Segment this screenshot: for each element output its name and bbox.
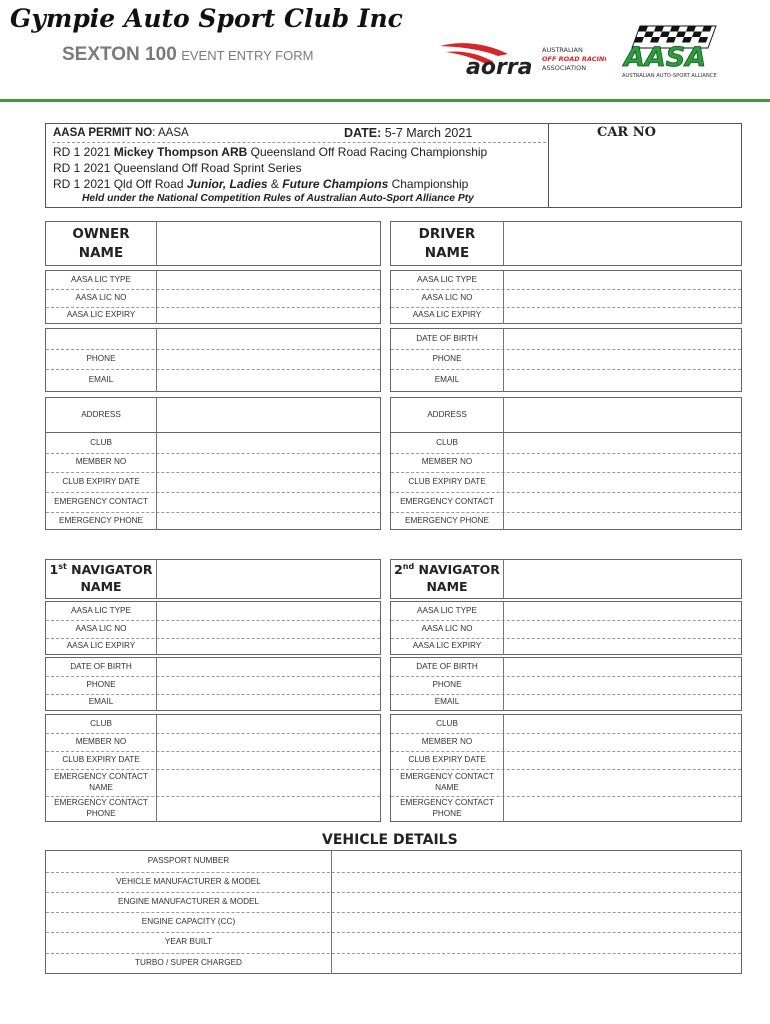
owner-lic-no-label: AASA LIC NO bbox=[46, 289, 157, 307]
owner-emergency-phone-label: EMERGENCY PHONE bbox=[46, 512, 157, 530]
round-line-1-pre: RD 1 2021 bbox=[53, 145, 114, 159]
nav2-club-expiry-field[interactable] bbox=[504, 751, 741, 769]
nav1-ec-phone-l2: PHONE bbox=[86, 809, 116, 818]
nav1-club-expiry-label: CLUB EXPIRY DATE bbox=[46, 751, 157, 769]
engine-manufacturer-label: ENGINE MANUFACTURER & MODEL bbox=[46, 892, 332, 912]
vehicle-passport-field[interactable] bbox=[332, 851, 741, 872]
owner-club-field[interactable] bbox=[157, 433, 380, 453]
driver-member-no-field[interactable] bbox=[504, 453, 741, 472]
nav1-member-no-label: MEMBER NO bbox=[46, 733, 157, 751]
header-divider bbox=[0, 99, 770, 102]
driver-emergency-contact-label: EMERGENCY CONTACT bbox=[391, 492, 504, 512]
nav1-sup: st bbox=[58, 562, 67, 572]
owner-phone-label: PHONE bbox=[46, 349, 157, 369]
owner-lic-type-label: AASA LIC TYPE bbox=[46, 271, 157, 289]
owner-email-label: EMAIL bbox=[46, 369, 157, 392]
nav1-name-block bbox=[45, 559, 381, 599]
nav1-ec-phone-label bbox=[46, 796, 157, 822]
nav2-lic-expiry-field[interactable] bbox=[504, 638, 741, 655]
driver-emergency-phone-label: EMERGENCY PHONE bbox=[391, 512, 504, 530]
nav1-ec-name-label bbox=[46, 769, 157, 796]
form-title bbox=[62, 44, 313, 66]
driver-emergency-phone-field[interactable] bbox=[504, 512, 741, 530]
nav2-lic-type-label: AASA LIC TYPE bbox=[391, 602, 504, 620]
nav1-num: 1 bbox=[49, 562, 59, 578]
driver-club-expiry-field[interactable] bbox=[504, 472, 741, 492]
driver-name-l2: NAME bbox=[424, 244, 470, 261]
aasa-logo-sub: AUSTRALIAN AUTO-SPORT ALLIANCE bbox=[622, 73, 717, 79]
round-line-2: RD 1 2021 Queensland Off Road Sprint Series bbox=[53, 161, 302, 175]
nav2-phone-field[interactable] bbox=[504, 676, 741, 694]
nav1-lic-no-field[interactable] bbox=[157, 620, 380, 638]
vehicle-details-block bbox=[45, 850, 742, 974]
turbo-label: TURBO / SUPER CHARGED bbox=[46, 953, 332, 974]
event-info-divider bbox=[548, 123, 549, 208]
car-number-field[interactable] bbox=[552, 146, 738, 204]
nav2-club-block bbox=[390, 714, 742, 822]
driver-phone-field[interactable] bbox=[504, 349, 741, 369]
driver-name-field[interactable] bbox=[504, 222, 741, 265]
nav2-dob-field[interactable] bbox=[504, 658, 741, 676]
driver-address-field[interactable] bbox=[504, 398, 741, 432]
owner-member-no-label: MEMBER NO bbox=[46, 453, 157, 472]
driver-lic-expiry-label: AASA LIC EXPIRY bbox=[391, 307, 504, 324]
vehicle-passport-label: PASSPORT NUMBER bbox=[46, 851, 332, 872]
nav1-club-field[interactable] bbox=[157, 715, 380, 733]
nav2-name-label bbox=[391, 560, 504, 598]
owner-address-block bbox=[45, 397, 381, 433]
nav1-lic-type-field[interactable] bbox=[157, 602, 380, 620]
nav2-ec-name-field[interactable] bbox=[504, 769, 741, 796]
nav2-ec-name-l2: NAME bbox=[435, 782, 459, 792]
nav1-ec-name-l1: EMERGENCY CONTACT bbox=[54, 771, 148, 781]
permit-line bbox=[53, 127, 189, 139]
driver-member-no-label: MEMBER NO bbox=[391, 453, 504, 472]
nav2-member-no-field[interactable] bbox=[504, 733, 741, 751]
driver-address-label: ADDRESS bbox=[391, 398, 504, 432]
owner-emergency-phone-field[interactable] bbox=[157, 512, 380, 530]
driver-emergency-contact-field[interactable] bbox=[504, 492, 741, 512]
owner-lic-no-field[interactable] bbox=[157, 289, 380, 307]
nav1-name-label bbox=[46, 560, 157, 598]
driver-dob-field[interactable] bbox=[504, 329, 741, 349]
owner-name-label bbox=[46, 222, 157, 265]
nav2-lic-no-field[interactable] bbox=[504, 620, 741, 638]
driver-club-label: CLUB bbox=[391, 433, 504, 453]
round-line-3-post: Championship bbox=[388, 177, 469, 191]
owner-club-label: CLUB bbox=[46, 433, 157, 453]
driver-lic-expiry-field[interactable] bbox=[504, 307, 741, 324]
nav2-dob-label: DATE OF BIRTH bbox=[391, 658, 504, 676]
nav1-ec-phone-l1: EMERGENCY CONTACT bbox=[54, 798, 148, 808]
engine-capacity-field[interactable] bbox=[332, 912, 741, 932]
nav1-member-no-field[interactable] bbox=[157, 733, 380, 751]
nav2-ec-name-l1: EMERGENCY CONTACT bbox=[400, 771, 494, 781]
engine-manufacturer-field[interactable] bbox=[332, 892, 741, 912]
turbo-field[interactable] bbox=[332, 953, 741, 974]
driver-lic-no-label: AASA LIC NO bbox=[391, 289, 504, 307]
nav1-dob-field[interactable] bbox=[157, 658, 380, 676]
round-line-1 bbox=[53, 145, 487, 159]
nav2-club-field[interactable] bbox=[504, 715, 741, 733]
nav2-ec-phone-field[interactable] bbox=[504, 796, 741, 822]
nav1-lic-expiry-label: AASA LIC EXPIRY bbox=[46, 638, 157, 655]
date-value: 5-7 March 2021 bbox=[381, 126, 473, 140]
nav2-license-block bbox=[390, 601, 742, 655]
driver-lic-type-label: AASA LIC TYPE bbox=[391, 271, 504, 289]
owner-name-block bbox=[45, 221, 381, 266]
nav2-name-l1: NAVIGATOR bbox=[414, 562, 500, 578]
nav2-club-expiry-label: CLUB EXPIRY DATE bbox=[391, 751, 504, 769]
owner-lic-expiry-field[interactable] bbox=[157, 307, 380, 324]
engine-capacity-label: ENGINE CAPACITY (CC) bbox=[46, 912, 332, 932]
round-line-3 bbox=[53, 177, 468, 191]
round-line-1-post: Queensland Off Road Racing Championship bbox=[247, 145, 488, 159]
aorra-sub-3: ASSOCIATION bbox=[542, 64, 587, 72]
year-built-field[interactable] bbox=[332, 932, 741, 953]
nav1-ec-name-l2: NAME bbox=[89, 782, 113, 792]
driver-lic-type-field[interactable] bbox=[504, 271, 741, 289]
owner-contact-block bbox=[45, 328, 381, 392]
owner-license-block bbox=[45, 270, 381, 324]
permit-value: : AASA bbox=[152, 127, 189, 139]
date-label: DATE: bbox=[344, 126, 382, 140]
driver-contact-block bbox=[390, 328, 742, 392]
nav2-ec-phone-label bbox=[391, 796, 504, 822]
vehicle-details-title: VEHICLE DETAILS bbox=[322, 832, 458, 848]
owner-phone-field[interactable] bbox=[157, 349, 380, 369]
driver-name-label bbox=[391, 222, 504, 265]
event-name: SEXTON 100 bbox=[62, 44, 177, 65]
nav2-ec-phone-l2: PHONE bbox=[432, 809, 462, 818]
aorra-logo bbox=[438, 38, 606, 82]
nav1-club-label: CLUB bbox=[46, 715, 157, 733]
nav2-name-block bbox=[390, 559, 742, 599]
owner-email-field[interactable] bbox=[157, 369, 380, 392]
aorra-sub-1: AUSTRALIAN bbox=[542, 46, 583, 54]
driver-club-expiry-label: CLUB EXPIRY DATE bbox=[391, 472, 504, 492]
form-name: EVENT ENTRY FORM bbox=[181, 48, 314, 63]
nav1-license-block bbox=[45, 601, 381, 655]
driver-phone-label: PHONE bbox=[391, 349, 504, 369]
nav1-phone-label: PHONE bbox=[46, 676, 157, 694]
driver-club-field[interactable] bbox=[504, 433, 741, 453]
nav1-dob-label: DATE OF BIRTH bbox=[46, 658, 157, 676]
owner-club-block bbox=[45, 432, 381, 530]
round-line-3-b2: Future Champions bbox=[282, 177, 389, 191]
round-line-3-b1: Junior, Ladies bbox=[186, 177, 268, 191]
nav2-name-l2: NAME bbox=[426, 579, 468, 595]
date-line bbox=[344, 126, 472, 140]
driver-license-block bbox=[390, 270, 742, 324]
year-built-label: YEAR BUILT bbox=[46, 932, 332, 953]
nav1-name-l2: NAME bbox=[80, 579, 122, 595]
vehicle-manufacturer-field[interactable] bbox=[332, 872, 741, 892]
nav2-member-no-label: MEMBER NO bbox=[391, 733, 504, 751]
nav2-phone-label: PHONE bbox=[391, 676, 504, 694]
aasa-logo-text: AASA bbox=[624, 42, 707, 73]
nav2-email-field[interactable] bbox=[504, 694, 741, 711]
owner-name-l1: OWNER bbox=[72, 226, 130, 243]
owner-club-expiry-label: CLUB EXPIRY DATE bbox=[46, 472, 157, 492]
owner-emergency-contact-label: EMERGENCY CONTACT bbox=[46, 492, 157, 512]
driver-address-block bbox=[390, 397, 742, 433]
nav2-name-field[interactable] bbox=[504, 560, 741, 598]
aasa-logo bbox=[618, 24, 738, 80]
nav1-name-field[interactable] bbox=[157, 560, 380, 598]
nav1-phone-field[interactable] bbox=[157, 676, 380, 694]
nav1-email-field[interactable] bbox=[157, 694, 380, 711]
driver-dob-label: DATE OF BIRTH bbox=[391, 329, 504, 349]
aorra-logo-text: aorra bbox=[466, 55, 533, 80]
car-number-label: CAR NO bbox=[597, 125, 656, 140]
nav2-club-label: CLUB bbox=[391, 715, 504, 733]
owner-member-no-field[interactable] bbox=[157, 453, 380, 472]
club-title: Gympie Auto Sport Club Inc bbox=[10, 4, 403, 33]
driver-email-field[interactable] bbox=[504, 369, 741, 392]
aorra-sub-2: OFF ROAD RACING bbox=[542, 55, 606, 63]
nav2-ec-name-label bbox=[391, 769, 504, 796]
nav2-num: 2 bbox=[394, 562, 403, 578]
round-line-1-bold: Mickey Thompson ARB bbox=[113, 145, 248, 159]
owner-lic-type-field[interactable] bbox=[157, 271, 380, 289]
nav2-ec-phone-l1: EMERGENCY CONTACT bbox=[400, 798, 494, 808]
nav1-ec-phone-field[interactable] bbox=[157, 796, 380, 822]
nav1-lic-expiry-field[interactable] bbox=[157, 638, 380, 655]
owner-address-field[interactable] bbox=[157, 398, 380, 432]
owner-club-expiry-field[interactable] bbox=[157, 472, 380, 492]
info-separator bbox=[52, 142, 546, 143]
owner-emergency-contact-field[interactable] bbox=[157, 492, 380, 512]
driver-club-block bbox=[390, 432, 742, 530]
round-line-3-amp: & bbox=[267, 177, 283, 191]
nav1-club-block bbox=[45, 714, 381, 822]
owner-address-label: ADDRESS bbox=[46, 398, 157, 432]
owner-name-l2: NAME bbox=[78, 244, 124, 261]
rules-line: Held under the National Competition Rules of Australian Auto-Sport Alliance Pty bbox=[82, 193, 474, 204]
nav2-contact-block bbox=[390, 657, 742, 711]
driver-email-label: EMAIL bbox=[391, 369, 504, 392]
nav2-lic-no-label: AASA LIC NO bbox=[391, 620, 504, 638]
nav1-ec-name-field[interactable] bbox=[157, 769, 380, 796]
owner-name-field[interactable] bbox=[157, 222, 380, 265]
driver-lic-no-field[interactable] bbox=[504, 289, 741, 307]
nav2-sup: nd bbox=[402, 562, 415, 572]
nav2-email-label: EMAIL bbox=[391, 694, 504, 711]
nav1-name-l1: NAVIGATOR bbox=[66, 562, 153, 578]
owner-blank-label bbox=[46, 329, 157, 349]
nav1-contact-block bbox=[45, 657, 381, 711]
nav1-lic-no-label: AASA LIC NO bbox=[46, 620, 157, 638]
nav2-lic-expiry-label: AASA LIC EXPIRY bbox=[391, 638, 504, 655]
permit-label: AASA PERMIT NO bbox=[53, 127, 153, 139]
nav1-email-label: EMAIL bbox=[46, 694, 157, 711]
driver-name-block bbox=[390, 221, 742, 266]
nav1-club-expiry-field[interactable] bbox=[157, 751, 380, 769]
nav1-lic-type-label: AASA LIC TYPE bbox=[46, 602, 157, 620]
round-line-3-pre: RD 1 2021 Qld Off Road bbox=[53, 177, 187, 191]
vehicle-manufacturer-label: VEHICLE MANUFACTURER & MODEL bbox=[46, 872, 332, 892]
nav2-lic-type-field[interactable] bbox=[504, 602, 741, 620]
driver-name-l1: DRIVER bbox=[418, 226, 476, 243]
owner-lic-expiry-label: AASA LIC EXPIRY bbox=[46, 307, 157, 324]
